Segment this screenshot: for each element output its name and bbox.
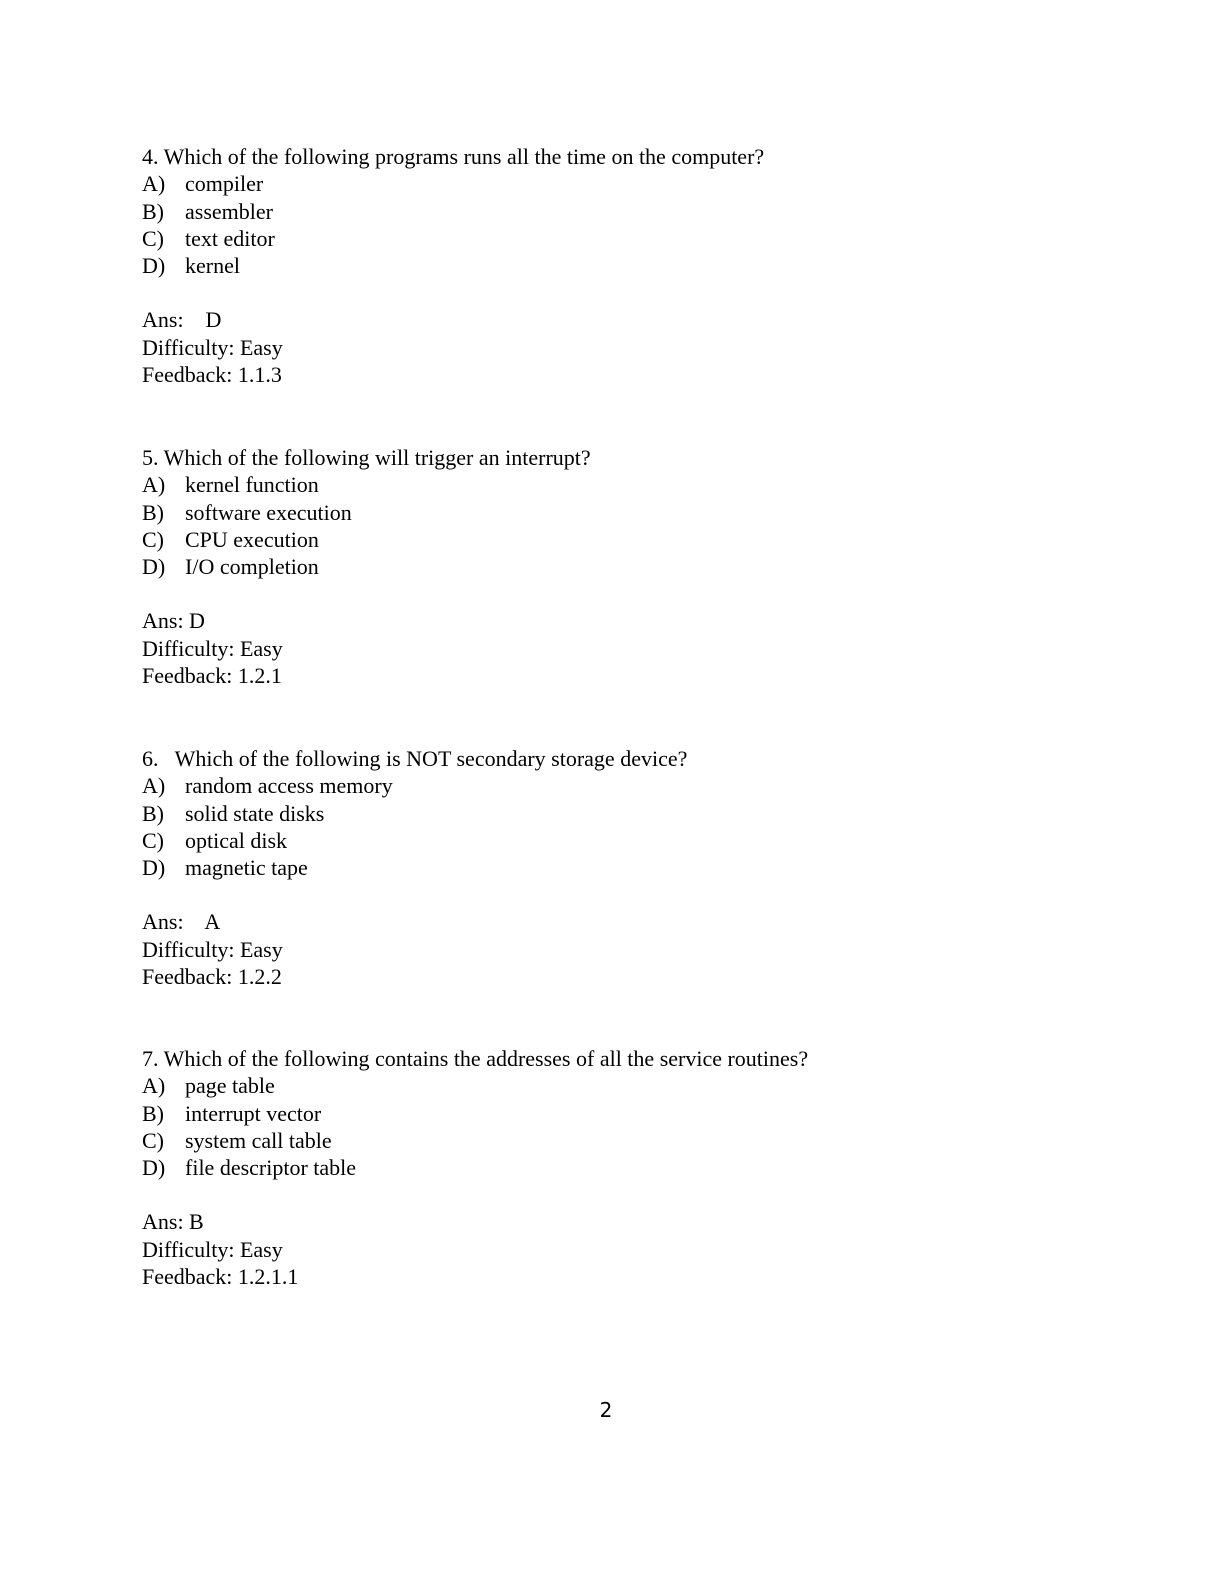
answer: Ans: B xyxy=(142,1209,204,1235)
option-text: CPU execution xyxy=(185,526,319,552)
answer: Ans: D xyxy=(142,307,222,333)
question-block xyxy=(142,444,1142,689)
option-text: system call table xyxy=(185,1127,332,1153)
option-label: D) xyxy=(142,554,166,580)
question-block xyxy=(142,1045,1142,1290)
option-text: assembler xyxy=(185,198,273,224)
option-label: C) xyxy=(142,1127,164,1153)
answer-option xyxy=(142,800,1142,827)
answer-option xyxy=(142,1100,1142,1127)
option-label: C) xyxy=(142,225,164,251)
option-label: B) xyxy=(142,1100,164,1126)
answer-option xyxy=(142,225,1142,252)
option-label: A) xyxy=(142,472,166,498)
option-text: software execution xyxy=(185,499,352,525)
answer-option xyxy=(142,1127,1142,1154)
question-block xyxy=(142,143,1142,388)
answer-option xyxy=(142,553,1142,580)
answer-option xyxy=(142,198,1142,225)
option-text: kernel function xyxy=(185,472,319,498)
answer-option xyxy=(142,471,1142,498)
option-text: page table xyxy=(185,1073,275,1099)
answer-option xyxy=(142,1072,1142,1099)
answer-option xyxy=(142,854,1142,881)
page-number: 2 xyxy=(599,1398,613,1422)
option-label: C) xyxy=(142,827,164,853)
question-text: 5. Which of the following will trigger an interrupt? xyxy=(142,445,591,470)
answer-option xyxy=(142,170,1142,197)
option-text: kernel xyxy=(185,253,240,279)
option-text: interrupt vector xyxy=(185,1100,322,1126)
answer: Ans: A xyxy=(142,909,221,935)
question-text: 7. Which of the following contains the addresses of all the service routines? xyxy=(142,1046,809,1071)
option-text: compiler xyxy=(185,171,264,197)
answer-option xyxy=(142,526,1142,553)
feedback: Feedback: 1.1.3 xyxy=(142,362,282,388)
option-text: text editor xyxy=(185,225,275,251)
option-label: A) xyxy=(142,171,166,197)
answer: Ans: D xyxy=(142,608,205,634)
answer-option xyxy=(142,252,1142,279)
option-text: file descriptor table xyxy=(185,1155,357,1181)
option-text: optical disk xyxy=(185,827,288,853)
question-text: 6. Which of the following is NOT secondary storage device? xyxy=(142,746,688,771)
option-label: D) xyxy=(142,253,166,279)
difficulty: Difficulty: Easy xyxy=(142,635,283,661)
option-label: D) xyxy=(142,855,166,881)
feedback: Feedback: 1.2.1 xyxy=(142,663,282,689)
option-label: A) xyxy=(142,1073,166,1099)
answer-option xyxy=(142,772,1142,799)
option-label: B) xyxy=(142,198,164,224)
answer-option xyxy=(142,499,1142,526)
option-label: B) xyxy=(142,499,164,525)
option-label: D) xyxy=(142,1155,166,1181)
difficulty: Difficulty: Easy xyxy=(142,936,283,962)
question-text: 4. Which of the following programs runs all the time on the computer? xyxy=(142,144,765,169)
difficulty: Difficulty: Easy xyxy=(142,334,283,360)
feedback: Feedback: 1.2.1.1 xyxy=(142,1264,299,1290)
option-label: C) xyxy=(142,526,164,552)
option-label: B) xyxy=(142,800,164,826)
option-text: solid state disks xyxy=(185,800,325,826)
option-label: A) xyxy=(142,773,166,799)
option-text: magnetic tape xyxy=(185,855,308,881)
option-text: random access memory xyxy=(185,773,393,799)
answer-option xyxy=(142,827,1142,854)
question-block xyxy=(142,745,1142,990)
option-text: I/O completion xyxy=(185,554,319,580)
answer-option xyxy=(142,1154,1142,1181)
feedback: Feedback: 1.2.2 xyxy=(142,964,282,990)
difficulty: Difficulty: Easy xyxy=(142,1236,283,1262)
